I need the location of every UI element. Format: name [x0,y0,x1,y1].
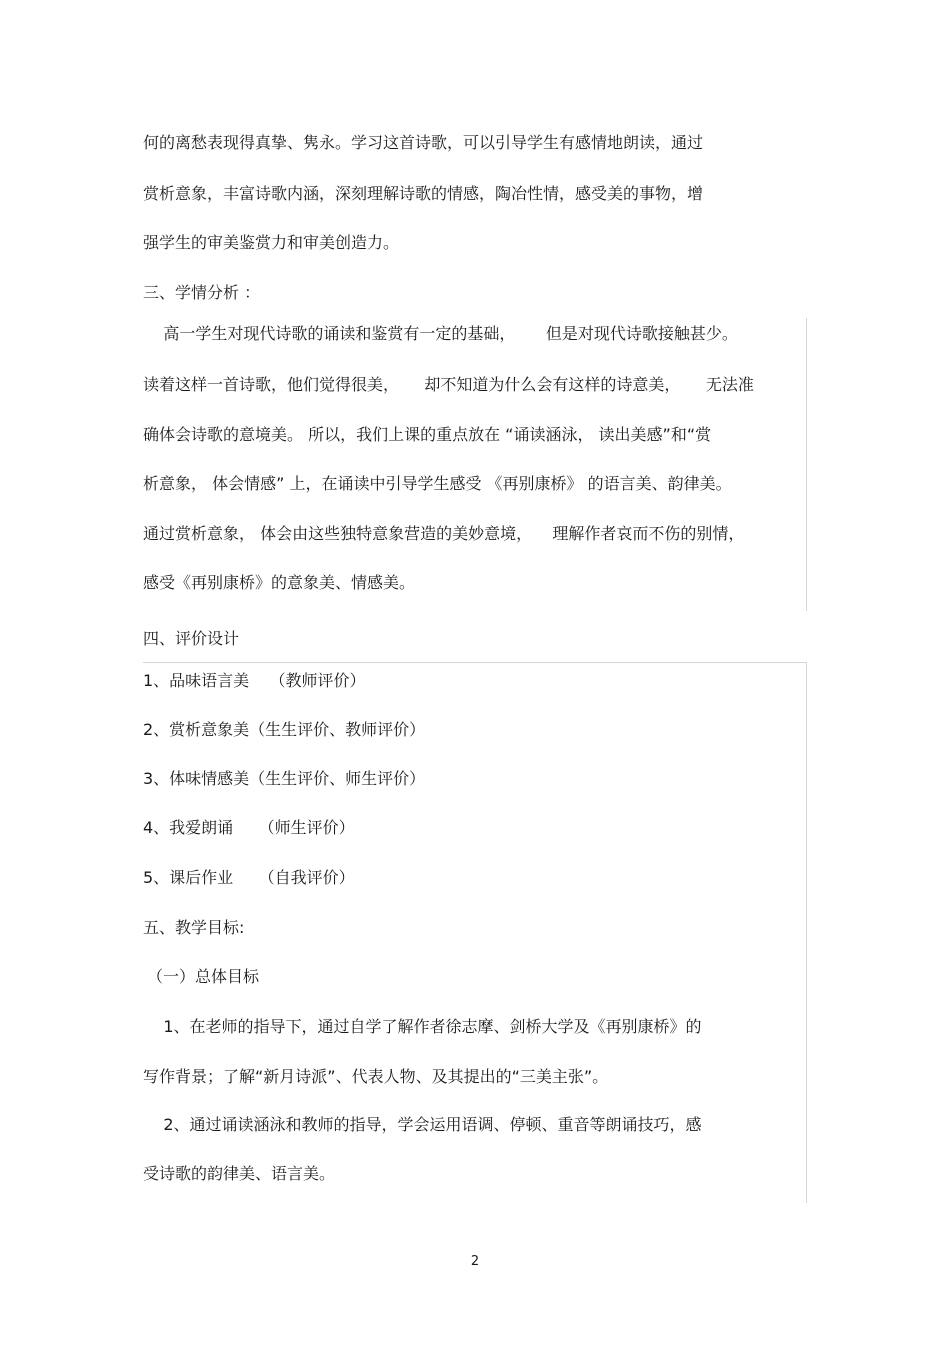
section5-subheading: （一）总体目标 [147,967,260,986]
evaluation-item-1: 1、品味语言美 （教师评价） [143,671,366,690]
section3-line-6: 感受《再别康桥》的意象美、情感美。 [143,573,416,592]
section3-line-3: 确体会诗歌的意境美。 所以，我们上课的重点放在 “诵读涵泳， 读出美感”和“赏 [143,425,712,444]
section3-heading: 三、学情分析 ： [143,283,261,302]
section5-heading: 五、教学目标: [143,918,245,937]
intro-line-3: 强学生的审美鉴赏力和审美创造力。 [143,233,400,252]
section5-line-3: 2、通过诵读涵泳和教师的指导，学会运用语调、停顿、重音等朗诵技巧，感 [143,1115,702,1134]
section3-line-2: 读着这样一首诗歌，他们觉得很美， 却不知道为什么会有这样的诗意美， 无法准 [143,375,754,394]
evaluation-item-2: 2、赏析意象美（生生评价、教师评价） [143,720,426,739]
section4-heading: 四、评价设计 [143,629,240,648]
section3-line-1: 高一学生对现代诗歌的诵读和鉴赏有一定的基础， 但是对现代诗歌接触甚少。 [143,324,738,343]
analysis-box [143,318,807,611]
intro-line-2: 赏析意象，丰富诗歌内涵，深刻理解诗歌的情感，陶冶性情，感受美的事物，增 [143,184,704,203]
intro-line-1: 何的离愁表现得真挚、隽永。学习这首诗歌，可以引导学生有感情地朗读，通过 [143,133,704,152]
evaluation-item-4: 4、我爱朗诵 （师生评价） [143,818,355,837]
evaluation-item-5: 5、课后作业 （自我评价） [143,868,355,887]
evaluation-item-3: 3、体味情感美（生生评价、师生评价） [143,769,426,788]
section3-line-5: 通过赏析意象， 体会由这些独特意象营造的美妙意境， 理解作者哀而不伤的别情， [143,524,745,543]
section3-line-4: 析意象， 体会情感” 上，在诵读中引导学生感受 《再别康桥》 的语言美、韵律美。 [143,474,732,493]
section5-line-1: 1、在老师的指导下，通过自学了解作者徐志摩、剑桥大学及《再别康桥》的 [143,1017,702,1036]
section5-line-2: 写作背景；了解“新月诗派”、代表人物、及其提出的“三美主张”。 [143,1067,609,1086]
page-number: 2 [470,1254,480,1269]
section5-line-4: 受诗歌的韵律美、语言美。 [143,1164,336,1183]
